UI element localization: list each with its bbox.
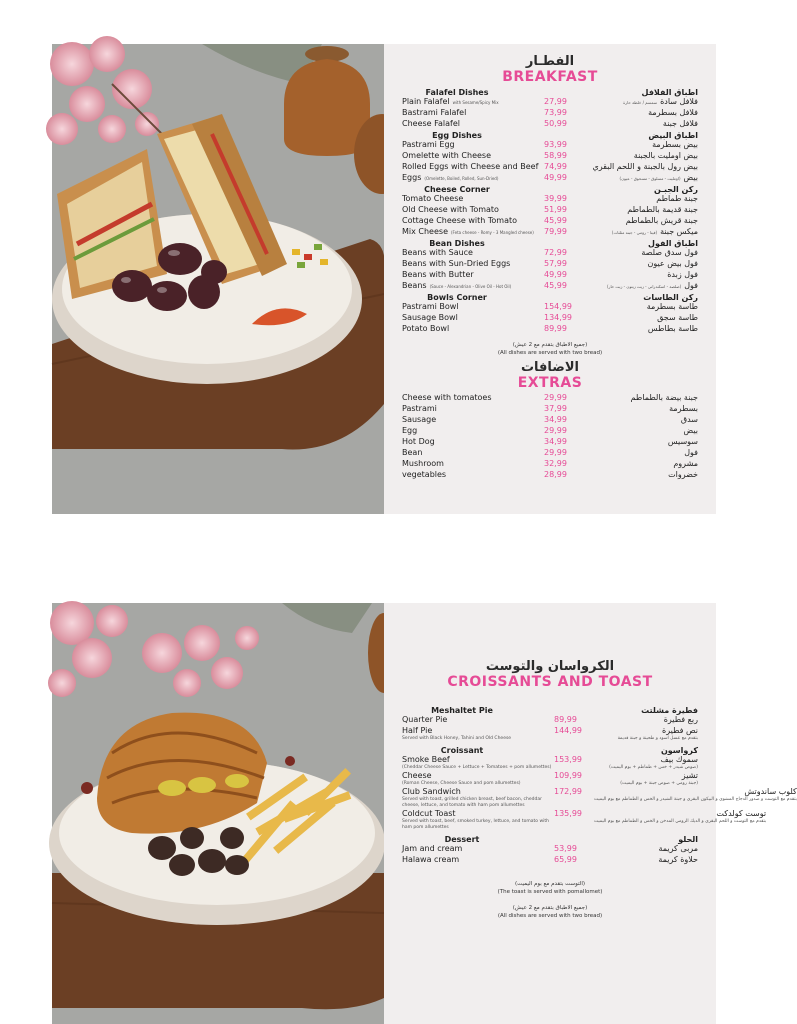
extra-price: 32,99 [544,459,567,468]
item-name-ar-text: بيض [683,173,698,182]
item-price: 49,99 [544,270,567,279]
extra-name-ar: بيض [683,426,698,435]
menu-item-row [402,108,698,119]
menu-group-header [402,293,698,302]
item-name-ar-text: بيض رول بالجبنة و اللحم البقري [592,162,698,171]
item-name-ar-text: فول بيض عيون [647,259,698,268]
item-name-ar-text: جبنة طماطم [656,194,698,203]
item-name-en [402,726,554,742]
croissants-title-ar: الكرواسان والتوست [485,659,615,674]
breakfast-groups [402,88,698,335]
item-price: 72,99 [544,248,567,257]
item-note-ar: بتقدم مع التوست و اللحم البقري و الديك الرومي المدخن و الخس و الطماطم مع بوم اليميت [594,819,767,824]
extra-name-ar: بسطرمة [669,404,698,413]
extra-name-en: Mushroom [402,459,444,468]
item-name-en [402,108,544,118]
group-title-en: Dessert [444,835,480,844]
menu-group-header [402,239,698,248]
item-name-ar-text: تشيز [681,771,698,780]
item-name-ar [580,194,698,204]
item-name-ar [580,302,698,312]
breakfast-panel [384,44,716,514]
extra-name-en: Hot Dog [402,437,435,446]
item-name-en [402,227,544,238]
item-name-en [402,809,554,831]
extra-name-ar: سوسيس [667,437,698,446]
menu-page-croissants [52,603,797,1024]
item-name-ar [580,281,698,292]
item-name-ar [594,715,698,725]
extras-title-en: EXTRAS [517,375,583,391]
extra-name-ar: خضروات [668,470,698,479]
item-name-en-text: Cheese Falafel [402,119,460,128]
extras-item-row [402,470,698,481]
item-name-ar-text: سموك بيف [660,755,698,764]
menu-item-row [402,324,698,335]
item-note-ar: (فيتا - رومي - جبنة مثلثات) [611,230,658,235]
item-note-ar: بتقدم مع التوست و صدور الدجاج المشوي و البيكون البقري و جبنة الشيدر و الخس و الطماطم مع بوم اليميت [594,797,797,802]
item-note-en: (Roman Cheese, Cheese Sauce and pom allumettes) [402,781,521,786]
item-name-ar [580,173,698,184]
item-note-en: (Feta cheese - Romy - 3 Mangled cheese) [451,230,534,235]
item-price: 79,99 [544,227,567,236]
item-name-en [402,162,544,172]
extras-item-row [402,426,698,437]
item-name-ar-text: بيض اومليت بالجبنة [633,151,698,160]
menu-group-header [402,835,698,844]
sandwich-photo [52,44,384,514]
item-name-en [402,97,544,108]
menu-item-row [402,844,698,855]
extras-title-ar: الاضافات [520,360,580,375]
item-name-ar-text: جبنة قديمة بالطماطم [627,205,698,214]
item-note-en: Served with Black Honey, Tahini and Old Cheese [402,736,512,741]
item-name-en [402,216,544,226]
item-name-en [402,324,544,334]
item-name-en-text: Beans [402,281,427,290]
menu-item-row [402,205,698,216]
croissants-panel [384,603,797,1024]
menu-item-row [402,162,698,173]
item-name-en [402,173,544,184]
group-title-en: Falafel Dishes [425,88,489,97]
item-name-en-text: Pastrami Bowl [402,302,459,311]
item-name-ar [580,140,698,150]
item-name-en-text: Coldcut Toast [402,809,456,818]
item-note-ar: بتقدم مع عسل اسود و طحينة و جبنة قديمة [617,736,698,741]
item-price: 153,99 [554,755,582,764]
extra-price: 28,99 [544,470,567,479]
item-name-en-text: Potato Bowl [402,324,450,333]
menu-group-header [402,88,698,97]
item-name-en [402,259,544,269]
item-price: 27,99 [544,97,567,106]
item-note-ar: (جبنة رومي + صوص جبنة + بوم اليميت) [620,781,698,786]
menu-item-row [402,259,698,270]
menu-item-row [402,726,698,742]
item-name-ar-text: طاسة بطاطس [647,324,698,333]
item-name-ar [580,119,698,129]
group-title-ar: ركن الجبـن [654,185,698,194]
menu-item-row [402,216,698,227]
item-name-ar [594,809,766,825]
extra-name-en: vegetables [402,470,447,479]
item-name-en-text: Sausage Bowl [402,313,458,322]
item-name-ar [580,151,698,161]
menu-item-row [402,313,698,324]
group-title-en: Croissant [440,746,484,755]
group-title-en: Meshaltet Pie [431,706,493,715]
group-title-ar: الحلو [678,835,698,844]
croissant-photo [52,603,384,1024]
group-title-en: Egg Dishes [432,131,482,140]
item-price: 53,99 [554,844,577,853]
item-name-ar-text: طاسة بسطرمة [646,302,698,311]
extra-name-en: Cheese with tomatoes [402,393,492,402]
item-name-ar-text: فول زبدة [667,270,698,279]
item-note-ar: (صوص شيدر + خس + طماطم + بوم اليميت) [609,765,698,770]
item-note-en: (Omelette, Boiled, Rolled, Sun-Dried) [424,176,499,181]
group-title-ar: ركن الطاسات [643,293,698,302]
menu-item-row [402,787,797,809]
breakfast-title-ar: الفطـار [525,54,575,69]
croissants-note1-en: (The toast is served with pomallomet) [497,889,603,895]
menu-item-row [402,97,698,108]
group-title-ar: فطيرة مشلتت [641,706,698,715]
item-name-ar [580,259,698,269]
item-name-en-text: Halawa cream [402,855,460,864]
item-name-en-text: Plain Falafel [402,97,450,106]
extras-list [402,393,698,481]
item-price: 45,99 [544,281,567,290]
group-title-ar: اطباق الفلافل [641,88,698,97]
extras-item-row [402,393,698,404]
item-price: 109,99 [554,771,582,780]
croissants-note2-en: (All dishes are served with two bread) [497,913,603,919]
menu-item-row [402,227,698,238]
item-note-en: Served with toast, beef, smoked turkey, lettuce, and tomato with ham pom allumettes [402,819,549,830]
item-note-ar: سمسم / خلطة حارة [623,100,658,105]
item-name-en [402,281,544,292]
group-title-en: Bowls Corner [427,293,487,302]
item-name-ar [580,313,698,323]
item-name-ar [594,855,698,865]
item-name-en-text: Beans with Sun-Dried Eggs [402,259,511,268]
menu-item-row [402,173,698,184]
item-name-ar [594,787,797,803]
item-price: 73,99 [544,108,567,117]
item-name-ar-text: فلافل سادة [660,97,698,106]
item-name-ar-text: بيض بسطرمة [652,140,698,149]
croissants-title-en: CROISSANTS AND TOAST [447,674,653,690]
item-name-ar-text: جبنة قريش بالطماطم [625,216,698,225]
item-name-en-text: Rolled Eggs with Cheese and Beef [402,162,539,171]
item-name-ar [580,227,698,238]
item-price: 89,99 [554,715,577,724]
item-name-en-text: Cottage Cheese with Tomato [402,216,517,225]
extras-item-row [402,404,698,415]
item-name-en [402,313,544,323]
croissants-groups [402,706,797,866]
menu-item-row [402,755,698,771]
item-note-en: Served with toast, grilled chicken breast, beef bacon, cheddar cheese, lettuce, and tomato with ham pom allumettes [402,797,542,808]
item-name-en-text: Jam and cream [402,844,463,853]
item-name-ar-text: حلاوة كريمة [658,855,698,864]
extra-name-ar: سدق [680,415,698,424]
item-price: 172,99 [554,787,582,796]
item-name-en-text: Omelette with Cheese [402,151,491,160]
item-name-en-text: Half Pie [402,726,433,735]
item-name-en-text: Beans with Butter [402,270,474,279]
extra-price: 29,99 [544,448,567,457]
item-price: 135,99 [554,809,582,818]
menu-item-row [402,194,698,205]
item-name-en [402,855,554,865]
item-name-ar [580,108,698,118]
group-title-ar: اطباق الفول [648,239,698,248]
item-note-en: (Cheddar Cheese Sauce + Lettuce + Tomatoes + pom allumettes) [402,765,552,770]
item-name-ar-text: كلوب ساندوتش [744,787,797,796]
item-name-ar [580,324,698,334]
item-name-en-text: Beans with Sauce [402,248,473,257]
item-price: 39,99 [544,194,567,203]
item-name-ar [580,248,698,258]
item-name-ar-text: مربى كريمة [658,844,698,853]
menu-item-row [402,140,698,151]
item-name-en [402,151,544,161]
item-name-ar [594,844,698,854]
group-title-ar: اطباق البيض [648,131,698,140]
extras-item-row [402,437,698,448]
extra-price: 37,99 [544,404,567,413]
item-name-en-text: Quarter Pie [402,715,448,724]
item-name-en-text: Mix Cheese [402,227,448,236]
extra-price: 34,99 [544,437,567,446]
menu-group-header [402,706,698,715]
item-name-en-text: Tomato Cheese [402,194,464,203]
extra-name-en: Pastrami [402,404,437,413]
menu-item-row [402,302,698,313]
item-name-ar-text: فول [684,281,698,290]
extra-price: 29,99 [544,426,567,435]
item-name-en [402,787,554,809]
croissants-note1-ar: (التوست بتقدم مع بوم اليميت) [514,881,586,887]
breakfast-title-en: BREAKFAST [502,69,598,85]
item-note-ar: (صلصة - اسكندراني - زيت زيتون - زيت حار) [606,284,682,289]
item-name-ar-text: فول سدق صلصة [641,248,698,257]
item-name-ar [594,771,698,787]
item-name-en [402,755,554,771]
extra-name-ar: جبنة بيضة بالطماطم [630,393,698,402]
item-name-ar [580,270,698,280]
item-price: 45,99 [544,216,567,225]
item-note-en: with Sesame/Spicy Mix [452,100,499,105]
item-name-en-text: Old Cheese with Tomato [402,205,499,214]
item-price: 144,99 [554,726,582,735]
item-name-ar-text: ربع فطيرة [663,715,698,724]
menu-item-row [402,119,698,130]
menu-item-row [402,248,698,259]
item-name-ar [580,205,698,215]
group-title-ar: كرواسون [660,746,698,755]
menu-item-row [402,715,698,726]
item-name-en [402,302,544,312]
item-name-ar-text: فلافل جبنة [662,119,698,128]
item-name-en-text: Cheese [402,771,432,780]
item-name-en-text: Club Sandwich [402,787,461,796]
extras-item-row [402,459,698,470]
item-name-ar [580,162,698,172]
item-price: 50,99 [544,119,567,128]
extra-price: 29,99 [544,393,567,402]
menu-group-header [402,131,698,140]
item-name-en [402,140,544,150]
item-name-en [402,771,554,787]
menu-item-row [402,281,698,292]
item-name-ar [594,726,698,742]
menu-item-row [402,151,698,162]
item-price: 134,99 [544,313,572,322]
item-note-en: (Sauce - Alexandrian - Olive Oil - Hot Oil) [429,284,512,289]
breakfast-note-ar: (جميع الاطباق بتقدم مع 2 عيش) [512,342,588,348]
item-name-ar-text: ميكس جبنة [660,227,698,236]
item-name-ar-text: فلافل بسطرمة [648,108,698,117]
extra-name-ar: مشروم [673,459,698,468]
item-name-ar [580,216,698,226]
group-title-en: Cheese Corner [424,185,490,194]
item-name-en-text: Eggs [402,173,422,182]
croissants-note2-ar: (جميع الاطباق بتقدم مع 2 عيش) [512,905,588,911]
group-title-en: Bean Dishes [429,239,485,248]
item-price: 49,99 [544,173,567,182]
menu-group-header [402,746,698,755]
item-name-ar-text: توست كولدكت [716,809,767,818]
item-name-en [402,270,544,280]
item-name-en-text: Smoke Beef [402,755,450,764]
extras-item-row [402,448,698,459]
item-price: 57,99 [544,259,567,268]
menu-item-row [402,855,698,866]
item-name-en [402,248,544,258]
item-name-ar-text: طاسة سجق [657,313,698,322]
extra-name-ar: فول [684,448,698,457]
item-price: 58,99 [544,151,567,160]
extra-price: 34,99 [544,415,567,424]
item-price: 51,99 [544,205,567,214]
item-name-ar [594,755,698,771]
item-price: 154,99 [544,302,572,311]
menu-group-header [402,185,698,194]
menu-item-row [402,809,767,831]
extras-item-row [402,415,698,426]
item-price: 65,99 [554,855,577,864]
item-name-ar-text: نص فطيرة [662,726,698,735]
item-name-en-text: Pastrami Egg [402,140,455,149]
item-name-en [402,194,544,204]
menu-page-breakfast [52,44,716,514]
item-name-ar [580,97,698,108]
item-name-en [402,119,544,129]
item-name-en [402,205,544,215]
item-name-en-text: Bastrami Falafel [402,108,467,117]
item-price: 93,99 [544,140,567,149]
extra-name-en: Bean [402,448,423,457]
item-name-en [402,844,554,854]
item-name-en [402,715,554,725]
menu-item-row [402,771,698,787]
breakfast-note-en: (All dishes are served with two bread) [497,350,603,356]
extra-name-en: Sausage [402,415,437,424]
item-note-ar: (اومليت - مسلوق - مسحوق - عيون) [619,176,681,181]
item-price: 74,99 [544,162,567,171]
item-price: 89,99 [544,324,567,333]
menu-item-row [402,270,698,281]
extra-name-en: Egg [402,426,418,435]
